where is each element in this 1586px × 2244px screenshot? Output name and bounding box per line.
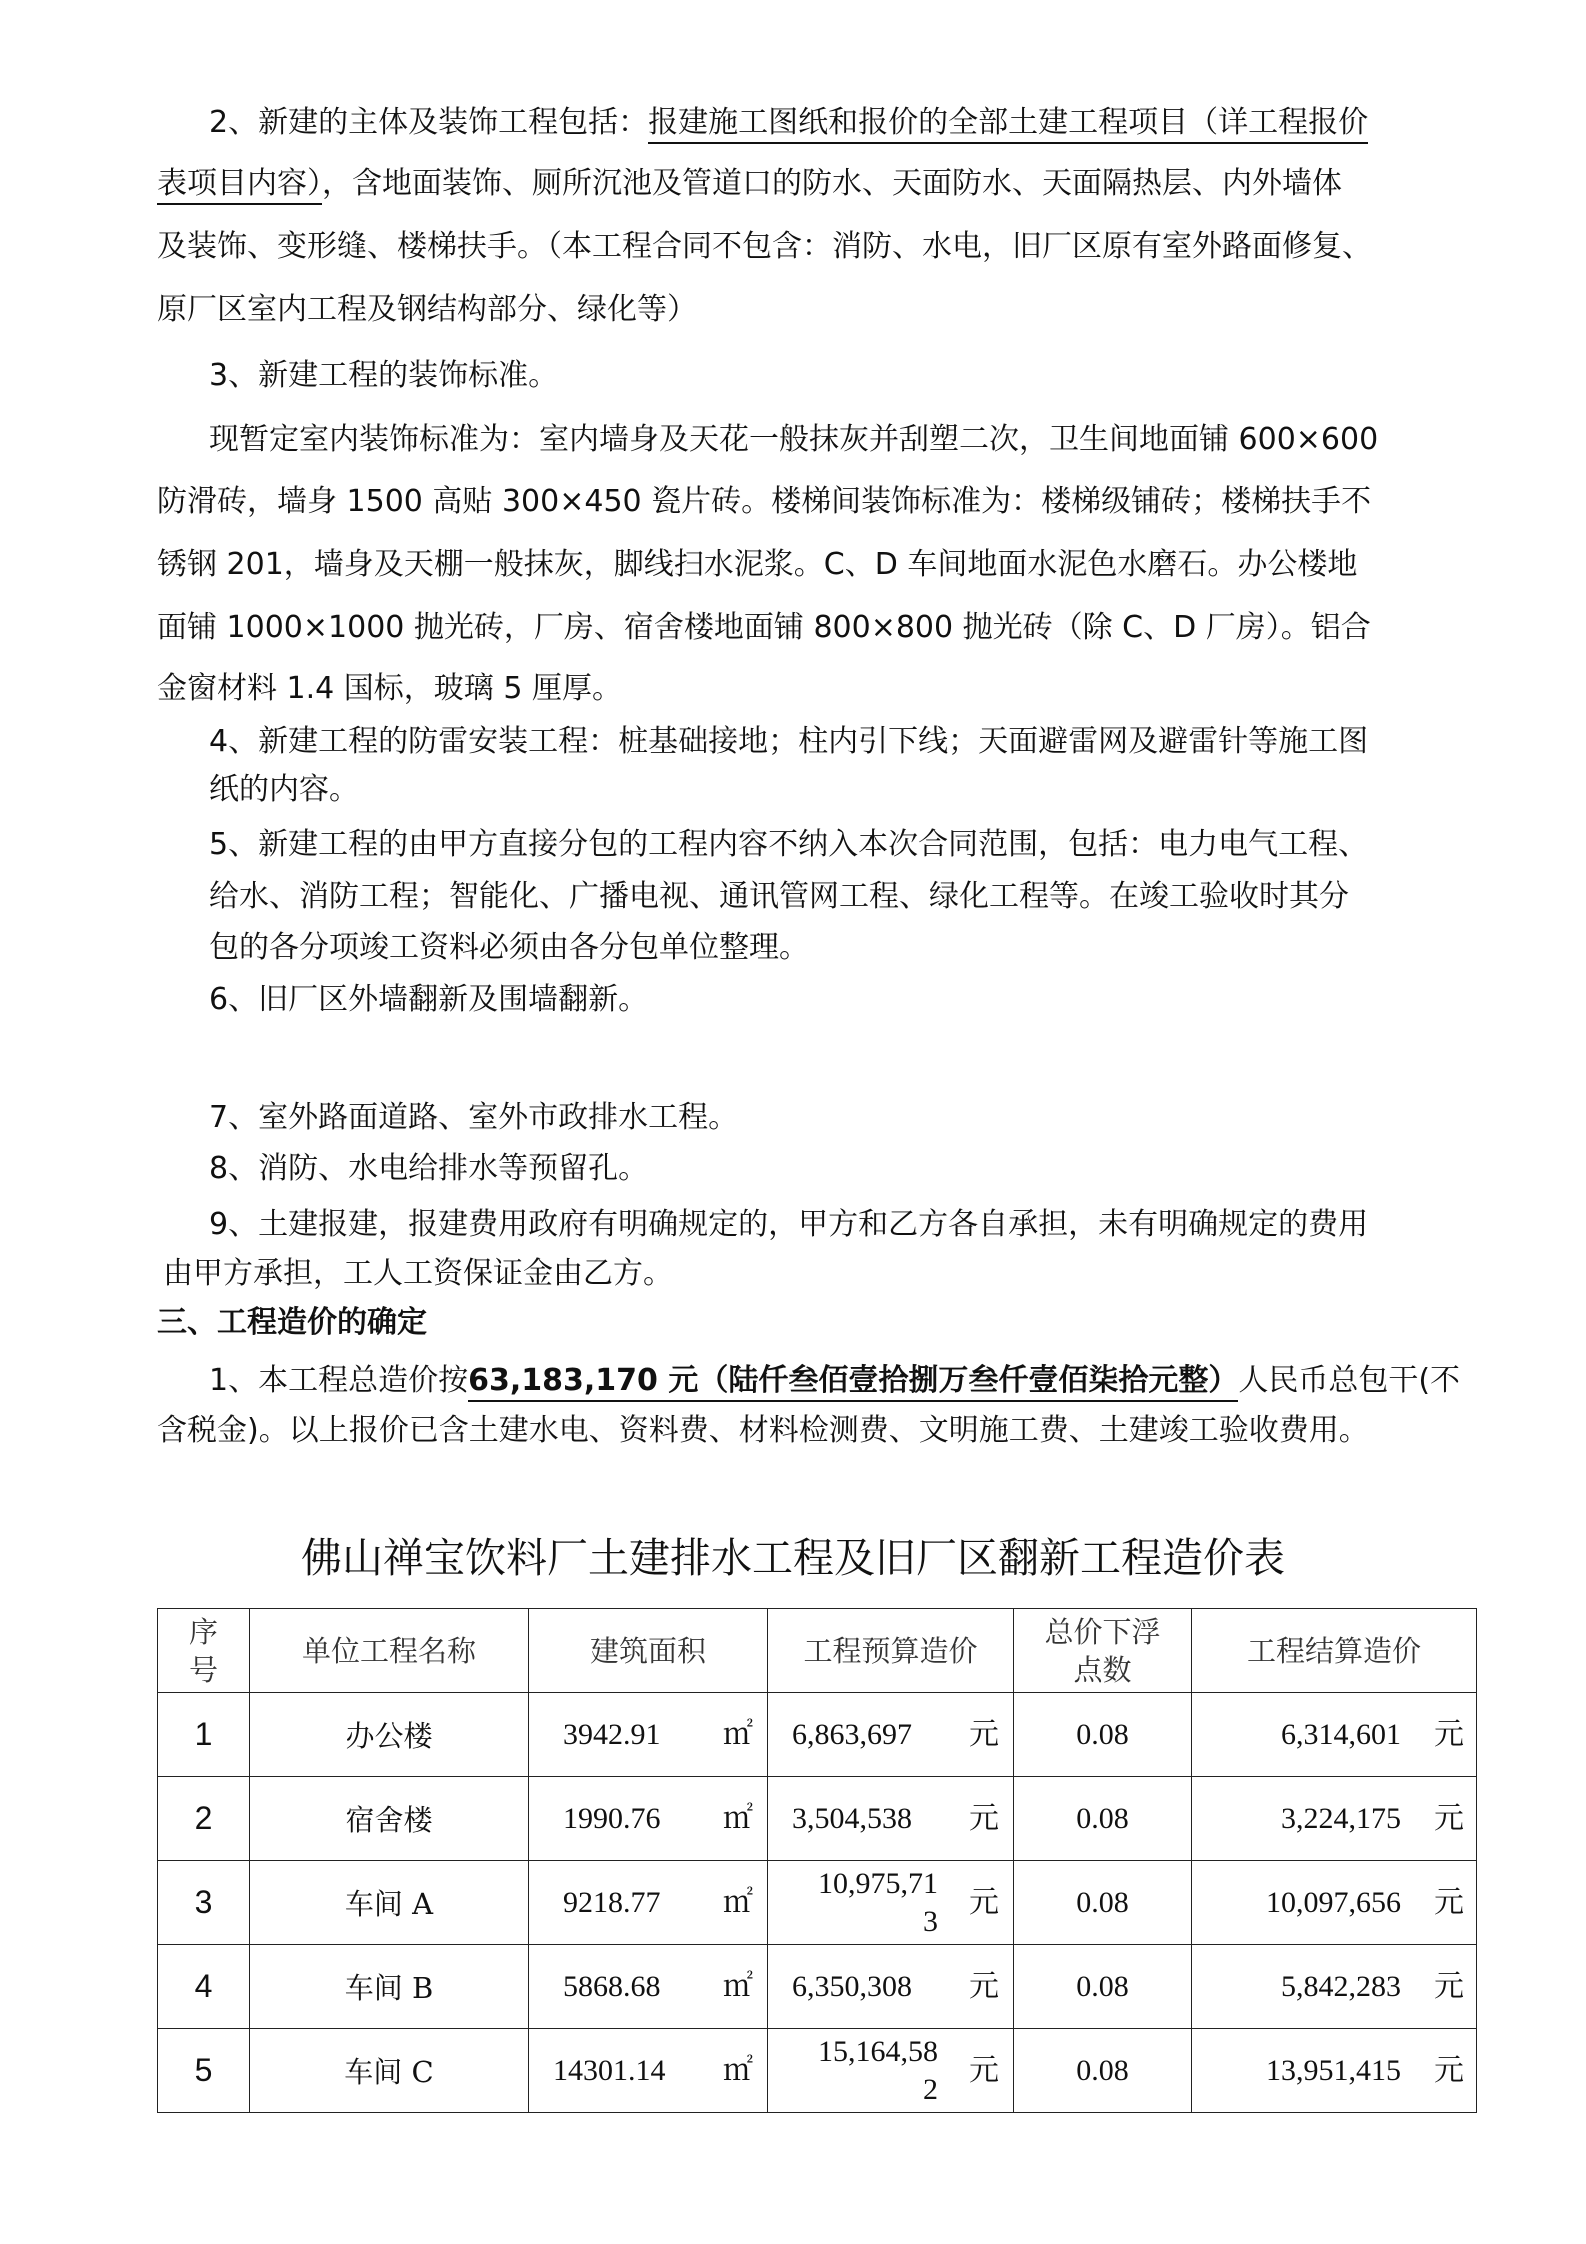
- final-value: 13,951,415: [1266, 2054, 1401, 2087]
- decoration-standard-line-5: 金窗材料 1.4 国标，玻璃 5 厘厚。: [157, 671, 622, 706]
- final-unit: 元: [1434, 1718, 1464, 1751]
- row-rate: 0.08: [1014, 1777, 1192, 1861]
- final-value: 5,842,283: [1281, 1970, 1401, 2003]
- clause-5-line-2: 给水、消防工程；智能化、广播电视、通讯管网工程、绿化工程等。在竣工验收时其分: [209, 879, 1349, 914]
- table-row: [158, 1861, 1477, 1945]
- header-rate: 总价下浮 点数: [1014, 1609, 1192, 1693]
- row-final: [1192, 1777, 1477, 1861]
- header-budget: 工程预算造价: [768, 1609, 1014, 1693]
- row-final: [1192, 1693, 1477, 1777]
- row-budget: [768, 1777, 1014, 1861]
- budget-value: 6,863,697: [792, 1718, 912, 1751]
- clause-2-line-1: [209, 103, 1368, 143]
- final-unit: 元: [1434, 1802, 1464, 1835]
- clause-9-line-1: 9、土建报建，报建费用政府有明确规定的，甲方和乙方各自承担，未有明确规定的费用: [209, 1207, 1369, 1242]
- area-value: 1990.76: [563, 1802, 661, 1835]
- clause-6: 6、旧厂区外墙翻新及围墙翻新。: [209, 982, 649, 1017]
- decoration-standard-line-3: 锈钢 201，墙身及天棚一般抹灰，脚线扫水泥浆。C、D 车间地面水泥色水磨石。办公楼地: [157, 547, 1358, 582]
- clause-2-lead: 2、新建的主体及装饰工程包括：: [209, 105, 649, 140]
- clause-2-line-3: 及装饰、变形缝、楼梯扶手。（本工程合同不包含：消防、水电，旧厂区原有室外路面修复、: [157, 229, 1372, 264]
- cost-table: [157, 1608, 1477, 2113]
- budget-value: 6,350,308: [792, 1970, 912, 2003]
- row-area: [529, 1945, 768, 2029]
- row-index: 1: [158, 1693, 250, 1777]
- budget-unit: 元: [969, 1886, 999, 1919]
- row-area: [529, 1861, 768, 1945]
- final-value: 6,314,601: [1281, 1718, 1401, 1751]
- budget-unit: 元: [969, 1802, 999, 1835]
- header-area: 建筑面积: [529, 1609, 768, 1693]
- row-index: 3: [158, 1861, 250, 1945]
- clause-2-line-4: 原厂区室内工程及钢结构部分、绿化等）: [157, 292, 697, 327]
- decoration-standard-line-2: 防滑砖，墙身 1500 高贴 300×450 瓷片砖。楼梯间装饰标准为：楼梯级铺砖；楼梯扶手不: [157, 484, 1372, 519]
- budget-value: 3,504,538: [792, 1802, 912, 1835]
- clause-5-line-3: 包的各分项竣工资料必须由各分包单位整理。: [209, 930, 809, 965]
- decoration-standard-line-1: 现暂定室内装饰标准为：室内墙身及天花一般抹灰并刮塑二次，卫生间地面铺 600×600: [209, 422, 1379, 457]
- clause-8: 8、消防、水电给排水等预留孔。: [209, 1151, 649, 1186]
- budget-unit: 元: [969, 1970, 999, 2003]
- cost-table-title: 佛山禅宝饮料厂土建排水工程及旧厂区翻新工程造价表: [301, 1534, 1285, 1582]
- clause-7: 7、室外路面道路、室外市政排水工程。: [209, 1100, 739, 1135]
- header-name: 单位工程名称: [250, 1609, 529, 1693]
- header-final: 工程结算造价: [1192, 1609, 1477, 1693]
- row-area: [529, 1777, 768, 1861]
- header-seq: 序 号: [158, 1609, 250, 1693]
- row-index: 4: [158, 1945, 250, 2029]
- table-header-row: [158, 1609, 1477, 1693]
- final-value: 10,097,656: [1266, 1886, 1401, 1919]
- clause-5-line-1: 5、新建工程的由甲方直接分包的工程内容不纳入本次合同范围，包括：电力电气工程、: [209, 827, 1369, 862]
- cost-clause-lead: 1、本工程总造价按: [209, 1363, 469, 1398]
- table-row: [158, 1777, 1477, 1861]
- area-value: 9218.77: [563, 1886, 661, 1919]
- clause-4-line-2: 纸的内容。: [209, 772, 359, 807]
- budget-value-wrapped: [768, 1865, 938, 1941]
- budget-value-wrapped: [768, 2033, 938, 2109]
- area-value: 5868.68: [563, 1970, 661, 2003]
- row-index: 2: [158, 1777, 250, 1861]
- cost-clause-1-line-1: [209, 1361, 1460, 1401]
- row-name: 车间 B: [250, 1945, 529, 2029]
- row-budget: [768, 1945, 1014, 2029]
- row-budget: [768, 1861, 1014, 1945]
- row-final: [1192, 1945, 1477, 2029]
- area-unit: ㎡: [723, 1718, 753, 1751]
- budget-value-part-2: 3: [923, 1905, 938, 1938]
- cost-clause-1-line-2: 含税金)。以上报价已含土建水电、资料费、材料检测费、文明施工费、土建竣工验收费用。: [157, 1413, 1369, 1448]
- clause-2-scope-rest: ，含地面装饰、厕所沉池及管道口的防水、天面防水、天面隔热层、内外墙体: [322, 166, 1342, 201]
- area-unit: ㎡: [723, 1886, 753, 1919]
- budget-value-part-1: 10,975,71: [818, 1867, 938, 1900]
- row-name: 宿舍楼: [250, 1777, 529, 1861]
- budget-value-part-2: 2: [923, 2073, 938, 2106]
- row-area: [529, 2029, 768, 2113]
- row-name: 办公楼: [250, 1693, 529, 1777]
- area-unit: ㎡: [723, 1802, 753, 1835]
- clause-3-heading: 3、新建工程的装饰标准。: [209, 358, 559, 393]
- final-unit: 元: [1434, 1886, 1464, 1919]
- budget-unit: 元: [969, 2054, 999, 2087]
- row-name: 车间 A: [250, 1861, 529, 1945]
- row-rate: 0.08: [1014, 1861, 1192, 1945]
- row-area: [529, 1693, 768, 1777]
- clause-2-line-2: [157, 164, 1342, 204]
- row-final: [1192, 2029, 1477, 2113]
- area-value: 3942.91: [563, 1718, 661, 1751]
- cost-clause-tail: 人民币总包干(不: [1238, 1363, 1461, 1398]
- row-budget: [768, 2029, 1014, 2113]
- final-value: 3,224,175: [1281, 1802, 1401, 1835]
- clause-4-line-1: 4、新建工程的防雷安装工程：桩基础接地；柱内引下线；天面避雷网及避雷针等施工图: [209, 724, 1369, 759]
- clause-9-line-2: 由甲方承担，工人工资保证金由乙方。: [163, 1256, 673, 1291]
- budget-value-part-1: 15,164,58: [818, 2035, 938, 2068]
- final-unit: 元: [1434, 2054, 1464, 2087]
- decoration-standard-line-4: 面铺 1000×1000 抛光砖，厂房、宿舍楼地面铺 800×800 抛光砖（除 C、D 厂房）。铝合: [157, 610, 1371, 645]
- row-budget: [768, 1693, 1014, 1777]
- row-rate: 0.08: [1014, 2029, 1192, 2113]
- row-final: [1192, 1861, 1477, 1945]
- area-unit: ㎡: [723, 2054, 753, 2087]
- section-3-heading: 三、工程造价的确定: [157, 1305, 427, 1340]
- final-unit: 元: [1434, 1970, 1464, 2003]
- row-rate: 0.08: [1014, 1945, 1192, 2029]
- row-rate: 0.08: [1014, 1693, 1192, 1777]
- table-row: [158, 1693, 1477, 1777]
- clause-2-scope-underlined: 报建施工图纸和报价的全部土建工程项目（详工程报价: [648, 105, 1368, 144]
- budget-unit: 元: [969, 1718, 999, 1751]
- clause-2-scope-underlined-end: 表项目内容）: [157, 166, 322, 205]
- area-unit: ㎡: [723, 1970, 753, 2003]
- total-cost-amount: 63,183,170 元（陆仟叁佰壹拾捌万叁仟壹佰柒拾元整）: [468, 1363, 1238, 1402]
- row-name: 车间 C: [250, 2029, 529, 2113]
- table-row: [158, 1945, 1477, 2029]
- row-index: 5: [158, 2029, 250, 2113]
- table-row: [158, 2029, 1477, 2113]
- area-value: 14301.14: [553, 2054, 666, 2087]
